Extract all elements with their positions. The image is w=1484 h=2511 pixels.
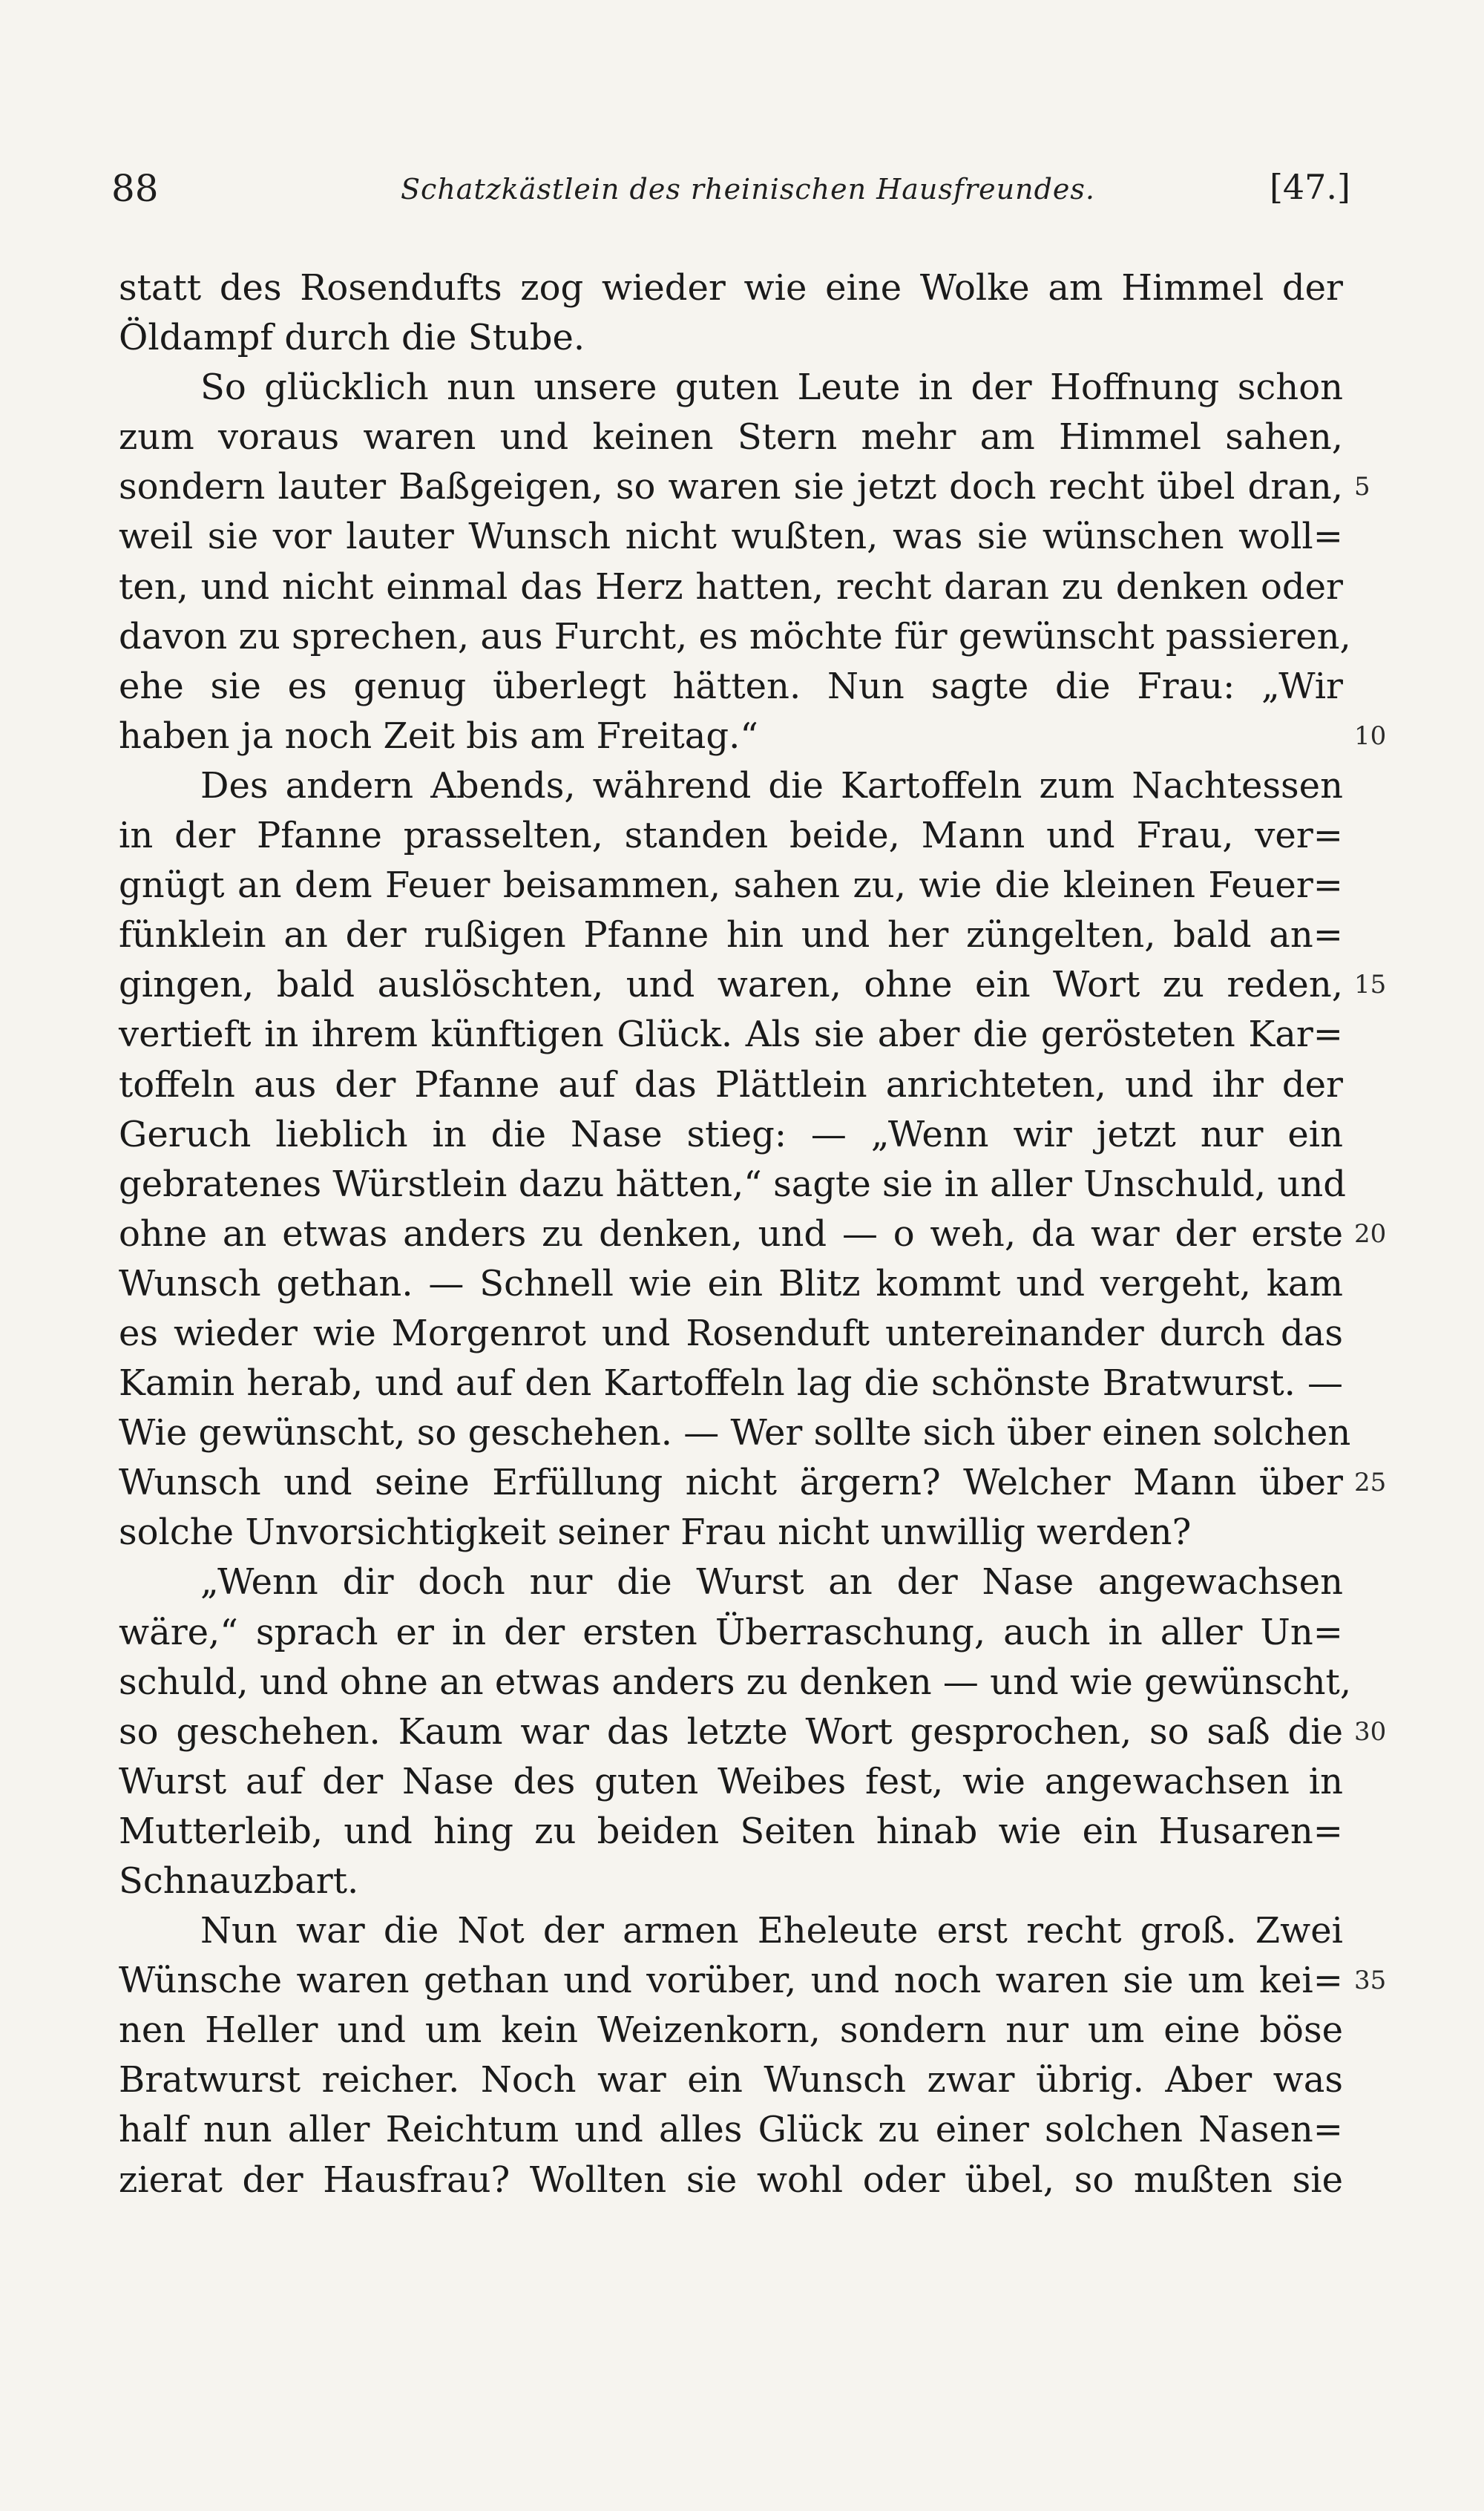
page-number: 88 (111, 167, 159, 210)
text-line (119, 1060, 1343, 1110)
text-line-content: Öldampf durch die Stube. (119, 317, 585, 359)
text-line-content: davon zu sprechen, aus Furcht, es möchte für gewünscht passieren, (119, 615, 1351, 657)
text-line (119, 1359, 1343, 1408)
text-line-content: toffeln aus der Pfanne auf das Plättlein anrichteten, und ihr der (119, 1063, 1343, 1106)
text-line-content: Wurst auf der Nase des guten Weibes fest, wie angewachsen in (119, 1760, 1343, 1802)
text-line-content: Geruch lieblich in die Nase stieg: — „Wenn wir jetzt nur ein (119, 1113, 1343, 1155)
text-line-content: statt des Rosendufts zog wieder wie eine Wolke am Himmel der (119, 267, 1343, 309)
line-number: 20 (1354, 1218, 1387, 1249)
text-line (119, 1707, 1387, 1757)
text-line-content: Nun war die Not der armen Eheleute erst recht groß. Zwei (200, 1910, 1343, 1952)
running-title: Schatzkästlein des rheinischen Hausfreundes. (401, 173, 1095, 206)
text-line (119, 1658, 1352, 1707)
text-line (119, 413, 1343, 462)
text-line (119, 1209, 1387, 1259)
text-line-content: so geschehen. Kaum war das letzte Wort gesprochen, so saß die (119, 1710, 1343, 1753)
text-line (119, 1608, 1343, 1658)
text-line (119, 861, 1343, 910)
text-line (119, 662, 1343, 712)
text-line (119, 462, 1370, 512)
text-line-content: gingen, bald auslöschten, und waren, ohne ein Wort zu reden, (119, 964, 1343, 1006)
text-line (119, 2055, 1343, 2105)
text-line-content: fünklein an der rußigen Pfanne hin und her züngelten, bald an= (119, 914, 1343, 956)
text-line-content: Des andern Abends, während die Kartoffeln zum Nachtessen (200, 764, 1343, 807)
text-line-content: Wunsch und seine Erfüllung nicht ärgern? Welcher Mann über (119, 1462, 1343, 1504)
text-line-content: ten, und nicht einmal das Herz hatten, recht daran zu denken oder (119, 565, 1343, 608)
line-number: 30 (1354, 1716, 1387, 1747)
body-text (119, 263, 1387, 2205)
text-line (119, 512, 1343, 562)
text-line-content: gebratenes Würstlein dazu hätten,“ sagte sie in aller Unschuld, und (119, 1163, 1346, 1205)
text-line-content: nen Heller und um kein Weizenkorn, sondern nur um eine böse (119, 2009, 1343, 2052)
text-line-content: Mutterleib, und hing zu beiden Seiten hinab wie ein Husaren= (119, 1810, 1343, 1852)
text-line-content: schuld, und ohne an etwas anders zu denken — und wie gewünscht, (119, 1661, 1352, 1703)
text-line-content: vertieft in ihrem künftigen Glück. Als sie aber die gerösteten Kar= (119, 1014, 1343, 1056)
text-line (119, 1458, 1387, 1508)
text-line-content: zum voraus waren und keinen Stern mehr am Himmel sahen, (119, 416, 1343, 459)
text-line (119, 960, 1387, 1010)
text-line (119, 2156, 1343, 2205)
text-line (119, 1259, 1343, 1309)
line-number: 25 (1354, 1468, 1387, 1498)
text-line-content: Kamin herab, und auf den Kartoffeln lag die schönste Bratwurst. — (119, 1362, 1343, 1405)
text-line-content: solche Unvorsichtigkeit seiner Frau nicht unwillig werden? (119, 1511, 1192, 1554)
text-line (119, 910, 1343, 960)
text-line (119, 1309, 1343, 1359)
text-line-content: Schnauzbart. (119, 1860, 359, 1902)
line-number: 5 (1354, 472, 1370, 502)
text-line (119, 1857, 1343, 1906)
text-line (119, 562, 1343, 612)
text-line (119, 1010, 1343, 1060)
text-line-content: es wieder wie Morgenrot und Rosenduft untereinander durch das (119, 1312, 1343, 1354)
section-reference: [47.] (1269, 167, 1350, 207)
text-line-content: wäre,“ sprach er in der ersten Überraschung, auch in aller Un= (119, 1611, 1343, 1653)
text-line-content: Wünsche waren gethan und vorüber, und noch waren sie um kei= (119, 1960, 1343, 2002)
text-line-content: Wie gewünscht, so geschehen. — Wer sollte sich über einen solchen (119, 1412, 1351, 1454)
text-line (119, 363, 1343, 413)
line-number: 35 (1354, 1966, 1387, 1996)
text-line (119, 263, 1343, 313)
running-head (111, 167, 1350, 219)
text-line (119, 1558, 1343, 1607)
text-line-content: Wunsch gethan. — Schnell wie ein Blitz kommt und vergeht, kam (119, 1262, 1343, 1304)
text-line-content: haben ja noch Zeit bis am Freitag.“ (119, 715, 758, 757)
text-line (119, 1757, 1343, 1807)
text-line (119, 1906, 1343, 1956)
text-line (119, 2006, 1343, 2055)
text-line (119, 1807, 1343, 1857)
text-line-content: „Wenn dir doch nur die Wurst an der Nase angewachsen (200, 1561, 1343, 1604)
text-line (119, 1160, 1346, 1209)
text-line (119, 2105, 1343, 2155)
text-line (119, 1956, 1387, 2006)
text-line (119, 811, 1343, 861)
text-line (119, 1408, 1351, 1458)
text-line-content: in der Pfanne prasselten, standen beide, Mann und Frau, ver= (119, 815, 1343, 857)
line-number: 15 (1354, 970, 1387, 1000)
text-line (119, 313, 1343, 363)
text-line-content: ohne an etwas anders zu denken, und — o weh, da war der erste (119, 1212, 1343, 1255)
text-line-content: ehe sie es genug überlegt hätten. Nun sagte die Frau: „Wir (119, 665, 1343, 707)
text-line (119, 612, 1351, 662)
line-number: 10 (1354, 721, 1387, 751)
text-line-content: weil sie vor lauter Wunsch nicht wußten, was sie wünschen woll= (119, 516, 1343, 558)
text-line (119, 1110, 1343, 1160)
text-line (119, 712, 1387, 761)
text-line-content: zierat der Hausfrau? Wollten sie wohl oder übel, so mußten sie (119, 2159, 1343, 2201)
text-line (119, 1508, 1343, 1558)
text-line-content: So glücklich nun unsere guten Leute in der Hoffnung schon (200, 367, 1343, 409)
text-line-content: sondern lauter Baßgeigen, so waren sie jetzt doch recht übel dran, (119, 466, 1343, 508)
text-line (119, 761, 1343, 811)
text-line-content: Bratwurst reicher. Noch war ein Wunsch zwar übrig. Aber was (119, 2059, 1343, 2101)
text-line-content: gnügt an dem Feuer beisammen, sahen zu, wie die kleinen Feuer= (119, 864, 1343, 907)
text-line-content: half nun aller Reichtum und alles Glück zu einer solchen Nasen= (119, 2109, 1343, 2151)
